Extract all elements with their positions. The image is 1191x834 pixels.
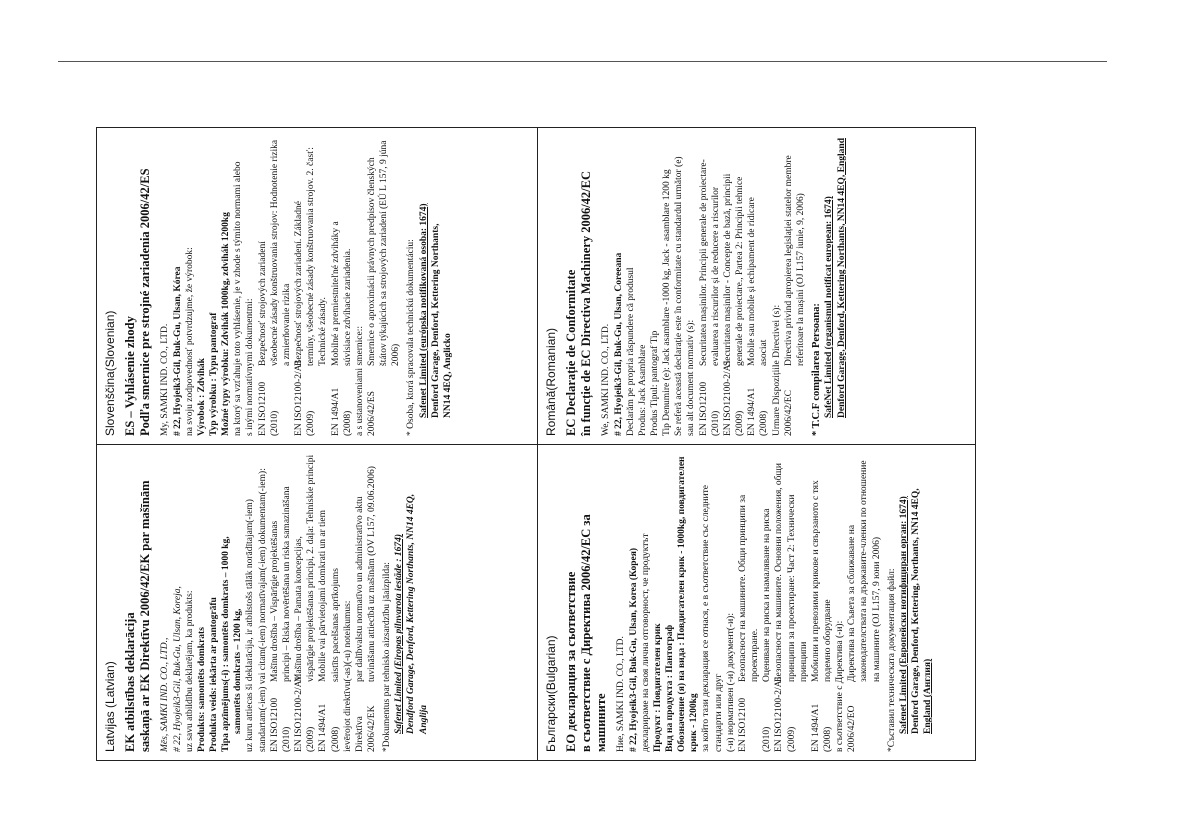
- declaration-subtitle: в съответствие с Директива 2006/42/ЕС за машините: [579, 514, 609, 752]
- standard-code: (2010): [269, 410, 280, 436]
- standard-code: (2010): [710, 410, 721, 436]
- directive-code: 2006/42/EK: [367, 705, 378, 752]
- notified-address: Denford Garage, Denford, Kettering Northants,: [430, 223, 441, 418]
- declarations-sheet: [96, 127, 976, 761]
- notified-label: * Osoba, ktorá spracovala technickú dokumentáciu:: [406, 239, 417, 436]
- standard-row: [305, 136, 329, 436]
- directive-code: Direktīva: [354, 716, 365, 752]
- standard-description: Безопасност на машините. Общи принципи за проектиране.: [737, 494, 761, 682]
- standard-description: principi – Riska novērtēšana un riska samazināšana: [281, 486, 292, 682]
- standard-description: termíny, všeobecné zásady konštruovania strojov. 2. časť: Technické zásady.: [306, 147, 329, 366]
- declaration-title: ЕО декларация за съответствие: [564, 571, 579, 752]
- declaration-line: Declarăm pe propria răspundere că produsul: [625, 267, 636, 436]
- directive-row: [846, 453, 882, 752]
- standard-code: EN ISO12100: [698, 381, 709, 436]
- standard-row: [305, 453, 317, 752]
- standard-row: [710, 136, 722, 436]
- standard-code: EN 1494/A1: [318, 703, 329, 752]
- directive-row: [783, 136, 807, 436]
- notified-name: Safenet Limited (Европейски нотифициран орган: 1674): [898, 496, 909, 734]
- directive-description: par dalībvalstu normatīvo un administratīvo aktu: [354, 496, 365, 682]
- standard-row: [734, 136, 746, 436]
- standard-row: [330, 453, 342, 752]
- directive-row: [366, 453, 378, 752]
- standard-row: [786, 453, 810, 752]
- directive-row: [354, 453, 366, 752]
- directive-intro: ievērojot direktīvu(-as)(-u) noteikumus:: [342, 600, 353, 752]
- standard-description: súvisiace zdvíhacie zariadenia.: [342, 248, 353, 366]
- product-type-line: Вид на продукта : Пантограф: [664, 624, 675, 752]
- standard-code: (2009): [786, 726, 797, 752]
- standard-row: [269, 453, 281, 752]
- notified-address: Dendford Garage, Denford, Kettering Northants, NN14 4EQ,: [406, 493, 417, 734]
- standard-code: (2008): [330, 726, 341, 752]
- standard-description: Безопасност на машините. Основни положения, общи: [774, 463, 785, 682]
- standard-row: [269, 136, 293, 436]
- standard-description: Оценяване на риска и намаляване на риска: [762, 508, 773, 682]
- standard-description: принципи за проектиране: Част 2: Технически принципи: [786, 494, 809, 682]
- standard-code: EN ISO12100-2/A1: [294, 675, 305, 752]
- standard-row: [342, 136, 354, 436]
- language-label: Slovenščina(Slovenian): [103, 310, 117, 436]
- standard-row: [722, 136, 734, 436]
- standard-row: [293, 136, 305, 436]
- address-line: # 22, Hyojeik3-Gil, Buk-Gu, Ulsan, Kórea: [172, 266, 183, 436]
- product-type-line: Produs Tipul: pantograf Tip: [649, 330, 660, 436]
- panel-slovenian: [97, 128, 537, 444]
- notified-country: NN14 4EQ, Anglicko: [442, 333, 453, 418]
- directive-row: [366, 136, 402, 436]
- directive-description: Directiva privind apropierea legislației statelor membre referitoare la mașini (OJ L157 iunie, 9, 2006): [783, 155, 806, 366]
- standard-row: [761, 453, 773, 752]
- directive-code: 2006/42/EO: [847, 705, 858, 752]
- standard-row: [257, 136, 269, 436]
- product-type-line: Typ výrobku : Typu pantograf: [208, 312, 219, 436]
- notified-body: [810, 136, 848, 436]
- standard-code: EN ISO12100: [257, 381, 268, 436]
- top-rule: [58, 61, 1107, 62]
- standard-code: EN ISO12100-2/A1: [294, 359, 305, 436]
- type-designation-line: Обозначение (я) на вида : Повдигателен крик - 1000kg, повдигателен крик - 1200kg: [677, 456, 700, 752]
- declaration-line: na svoju zodpovednosť potvrdzujme, že výrobok:: [184, 247, 195, 436]
- notified-label: *Dokumentus par tehnisko aizsardzību jāaizpilda:: [382, 562, 393, 752]
- notified-label: *Съставил техническата документация файл:: [886, 568, 897, 752]
- type-designation-line: Tip Denumire (e): Jack asamblare -1000 kg, Jack - asamblare 1200 kg: [662, 169, 673, 436]
- notified-country: England (Англия): [923, 658, 934, 734]
- product-line: Výrobok : Zdvihák: [196, 358, 207, 436]
- notified-body: [381, 453, 430, 752]
- manufacturer-line: My, SAMKI IND. CO., LTD.: [160, 323, 171, 436]
- standard-row: [810, 453, 822, 752]
- standard-description: všeobecné zásady konštruovania strojov: Hodnotenie rizika a zmierňovanie rizika: [269, 139, 292, 366]
- declaration-title: EC Declarație de Conformitate: [564, 269, 579, 436]
- standard-code: EN 1494/A1: [810, 703, 821, 752]
- notified-country: Anglija: [418, 704, 429, 734]
- type-designation-line: Tipa apzīmējums(-i) : samontēts domkrats – 1000 kg,: [221, 536, 232, 752]
- declaration-line: uz savu atbildību deklarējam, ka produkts:: [184, 590, 195, 752]
- standard-row: [746, 136, 758, 436]
- declaration-subtitle: Podľa smernice pre strojné zariadenia 2006/42/ES: [138, 168, 153, 436]
- standard-description: Mašīnu drošība – Pamata koncepcijas,: [294, 536, 305, 682]
- standard-code: (2010): [281, 726, 292, 752]
- standard-row: [698, 136, 710, 436]
- standard-code: (2009): [735, 410, 746, 436]
- standard-code: (2010): [762, 726, 773, 752]
- directive-intro: в съответствие с Директива (-и):: [835, 620, 846, 752]
- standard-code: EN ISO12100-2/A1: [722, 359, 733, 436]
- notified-name: SafeNet Limited (organismul notificat european: 1674): [824, 196, 835, 418]
- type-designation-line: Možné typy výrobku: Zdvihák 1000kg, zdvihák 1200kg: [221, 212, 232, 436]
- standard-code: EN 1494/A1: [330, 387, 341, 436]
- panel-latvian: [97, 445, 537, 760]
- conformity-line: за който тази декларация се отнася, е в съответствие със следните стандарти или друг: [701, 485, 724, 752]
- standard-code: EN 1494/A1: [747, 387, 758, 436]
- standard-description: Mobilie vai pārvietojami domkrati un ar tiem: [318, 509, 329, 682]
- conformity-line: uz kuru attiecas ši deklarācija, ir atbilstošs tālāk norādītajam(-iem): [245, 499, 256, 752]
- notified-name: Safenet Limited (európska notifikovaná osoba: 1674): [418, 203, 429, 418]
- standard-description: Bezpečnosť strojových zariadení: [257, 241, 268, 366]
- standard-row: [293, 453, 305, 752]
- standard-code: EN ISO12100-2/A1: [774, 675, 785, 752]
- standard-description: Мобилни и превозими крикове и свързаното с тях: [810, 480, 821, 682]
- standard-code: (2009): [306, 410, 317, 436]
- standard-description: Securitatea mașinilor - Concepte de bază, principii: [722, 173, 733, 366]
- directive-code: 2006/42/EC: [783, 390, 794, 436]
- standard-description: Mašīnu drošība – Vispārīgie projektēšanas: [269, 520, 280, 682]
- notified-address: Denford Garage, Denford, Kettering, Northants, NN14 4EQ,: [911, 488, 922, 734]
- standard-row: [737, 453, 761, 752]
- directive-intro: Urmare Dispozițiile Directivei (s):: [771, 304, 782, 436]
- address-line: # 22, Hyojeik3-Gil, Buk-Gu, Ulsan, Coreeana: [613, 252, 624, 436]
- panel-bulgarian: [538, 445, 974, 760]
- declaration-subtitle: în funcție de EC Directiva Machinery 2006/42/EC: [579, 170, 594, 436]
- standard-description: saistīts pacelšanas aprīkojums: [330, 568, 341, 682]
- notified-label: * T.C.F compilarea Persoana:: [811, 303, 823, 436]
- address-line: # 22, Hyojeik3-Gil, Buk-Gu, Ulsan, Koreja,: [172, 586, 183, 752]
- notified-body: [886, 453, 935, 752]
- manufacturer-line: Ние, SAMKI IND. CO., LTD.: [616, 636, 627, 752]
- standard-code: (2008): [759, 410, 770, 436]
- declaration-title: ES – Vyhlásenie zhody: [123, 316, 138, 436]
- standard-code: EN ISO12100: [269, 697, 280, 752]
- directive-intro: a s ustanoveniami smernice::: [354, 325, 365, 436]
- conformity-line: s inými normatívnymi dokumentmi:: [245, 298, 256, 436]
- type-designation-line: samontēts domkrats – 1200 kg,: [233, 608, 244, 734]
- conformity-line: (-и) нормативен (-и) документ(-и):: [725, 613, 736, 752]
- standard-description: Mobilné a premiestniteľné zdviháky a: [330, 221, 341, 366]
- declaration-title: EK atbilstības deklarācija: [123, 612, 138, 752]
- standard-row: [822, 453, 834, 752]
- directive-description: Директива на Съвета за сближаване на законодателствата на държавите-членки по отношение на машините (OJ L157, 9 юни 2006): [847, 460, 882, 682]
- standard-description: generale de proiectare., Partea 2: Principii tehnice: [735, 176, 746, 366]
- standard-code: (2008): [342, 410, 353, 436]
- standard-description: vispārīgie projektēšanas principi, 2. daļa: Tehniskie principi: [306, 454, 317, 682]
- manufacturer-line: We, SAMKI IND. CO., LTD.: [601, 323, 612, 436]
- directive-description: Smernice o aproximácii právnych predpisov členských štátov týkajúcich sa strojových zariadení (EÚ L 157, 9 júna 2006): [367, 140, 402, 366]
- standard-description: подемно оборудване: [823, 599, 834, 682]
- product-type-line: Produkta veids: iekārta ar pantogrāfu: [208, 597, 219, 752]
- conformity-line: standartam(-iem) vai citam(-iem) normatīvajam(-iem) dokumentam(-iem):: [257, 468, 268, 752]
- product-line: Продукт : Повдигателен крик: [652, 623, 663, 752]
- standard-code: (2009): [306, 726, 317, 752]
- language-label: Български(Bulgarian): [544, 635, 558, 752]
- standard-row: [773, 453, 785, 752]
- conformity-line: sau alt document normativ (s):: [686, 319, 697, 436]
- conformity-line: na ktorý sa vzťahuje toto vyhlásenie, je v zhode s týmito normami alebo: [233, 161, 244, 436]
- notified-name: Safenet Limited (Eiropas pilnvarota iestāde : 1674): [394, 533, 405, 734]
- directive-code: 2006/42/ES: [367, 391, 378, 436]
- standard-code: EN ISO12100: [737, 697, 748, 752]
- directive-description: tuvināšanu attiecībā uz mašīnām (OV L157, 09.06.2006): [367, 466, 378, 682]
- standard-row: [330, 136, 342, 436]
- conformity-line: Se referă această declarație este în conformitate cu standardul următor (e): [674, 156, 685, 436]
- product-line: Produs: Jack Asamblare: [637, 344, 648, 436]
- panel-romanian: [538, 128, 974, 444]
- standard-description: Securitatea mașinilor. Principii generale de proiectare-: [698, 159, 709, 366]
- address-line: # 22, Hyojeik3-Gil, Buk-Gu, Ulsan, Korea (Корея): [628, 547, 639, 752]
- manufacturer-line: Mēs, SAMKI IND. CO., LTD.,: [160, 637, 171, 752]
- language-label: Latvijas (Latvian): [103, 661, 117, 752]
- standard-code: (2008): [823, 726, 834, 752]
- standard-row: [317, 453, 329, 752]
- declaration-subtitle: saskaņā ar EK Direktīvu 2006/42/EK par mašīnām: [138, 480, 153, 752]
- language-label: Română(Romanian): [544, 327, 558, 436]
- standard-description: Mobile sau mobile și echipament de ridicare: [747, 197, 758, 366]
- standard-description: Bezpečnosť strojových zariadení. Základné: [294, 201, 305, 366]
- standard-description: asociat: [759, 339, 770, 366]
- notified-address: Denford Garage, Denford, Kettering Northants, NN14 4EQ, England: [836, 138, 847, 418]
- standard-description: evaluarea a riscurilor și de reducere a riscurilor: [710, 186, 721, 366]
- standard-row: [758, 136, 770, 436]
- standard-row: [281, 453, 293, 752]
- product-line: Produkts: samontēts domkrats: [196, 627, 207, 752]
- declaration-line: декларираме на своя лична отговорност, че продуктът: [640, 533, 651, 752]
- notified-body: [405, 136, 454, 436]
